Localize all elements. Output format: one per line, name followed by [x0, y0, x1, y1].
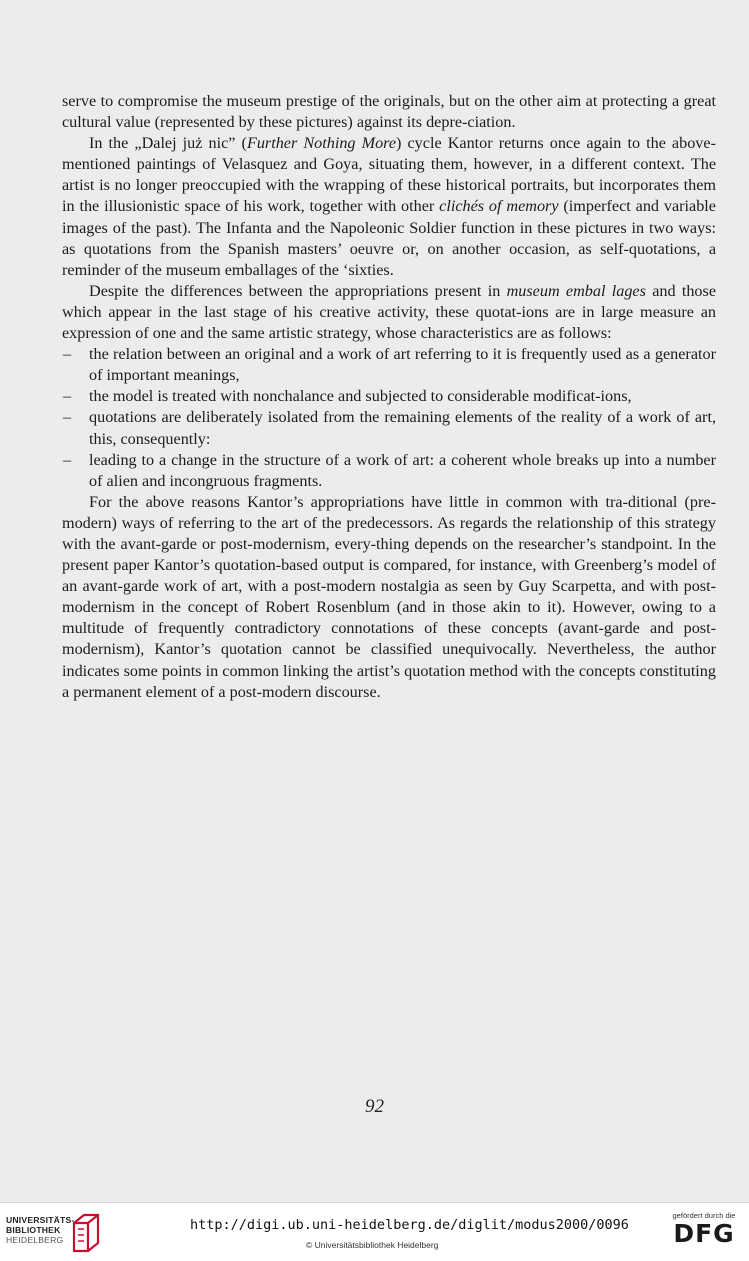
paragraph-3 [62, 281, 716, 344]
list-item: – the model is treated with nonchalance and subjected to considerable modificat-ions, [62, 386, 716, 407]
paragraph-3-emphasis: museum embal lages [506, 281, 646, 300]
library-name [6, 1215, 75, 1245]
copyright-notice: © Universitätsbibliothek Heidelberg [306, 1240, 439, 1250]
permalink-url[interactable]: http://digi.ub.uni-heidelberg.de/diglit/modus2000/0096 [190, 1217, 629, 1233]
paragraph-2-emphasis: clichés of memory [439, 197, 559, 216]
paragraph-2-text-b: ) cycle Kantor returns once again to the above-mentioned paintings of Velasquez and Goya, situating them, however, in a different context. The artist is no longer preoccupied with the wrapping of these historical portraits, but incorporates them in the illusionistic space of his work, together with other [62, 134, 716, 216]
paragraph-4: For the above reasons Kantor’s appropriations have little in common with tra-ditional (pre-modern) ways of referring to the art of the predecessors. As regards the relationship of this strategy with the avant-garde or post-modernism, every-thing depends on the researcher’s standpoint. In the present paper Kantor’s quotation-based output is compared, for instance, with Greenberg’s model of an avant-garde work of art, with a post-modern nostalgia as seen by Guy Scarpetta, and with post-modernism in the concept of Robert Rosenblum (and in those akin to it). However, owing to a multitude of frequently contradictory connotations of these concepts (avant-garde and post-modernism), Kantor’s quotation cannot be classified unequivocally. Nevertheless, the author indicates some points in common linking the artist’s quotation method with the concepts constituting a permanent element of a post-modern discourse. [62, 492, 716, 701]
library-logo-icon [70, 1211, 102, 1255]
funder-caption: gefördert durch die [672, 1211, 736, 1220]
dfg-logo: DFG [673, 1219, 735, 1248]
funder-block [664, 1211, 744, 1248]
paragraph-3-text-b: and those which appear in the last stage of his creative activity, these quotat-ions are in large measure an expression of one and the same artistic strategy, whose characteristics are as follows: [62, 281, 717, 343]
page-body-text [62, 91, 716, 703]
library-name-line-1: UNIVERSITÄTS- [6, 1215, 75, 1225]
library-name-line-2: BIBLIOTHEK [6, 1225, 61, 1235]
paragraph-2-text-a: In the „Dalej już nic” ( [89, 134, 247, 153]
library-city: HEIDELBERG [6, 1235, 64, 1245]
page-number: 92 [365, 1096, 384, 1117]
paragraph-2-cycle-title: Further Nothing More [246, 134, 397, 153]
list-item: – the relation between an original and a work of art referring to it is frequently used as a generator of important meanings, [62, 344, 716, 386]
list-item: – leading to a change in the structure of a work of art: a coherent whole breaks up into a number of alien and incongruous fragments. [62, 450, 716, 492]
paragraph-2-text-c: (imperfect and variable images of the past). The Infanta and the Napoleonic Soldier function in these pictures in two ways: as quotations from the Spanish masters’ oeuvre or, on another occasion, as self-quotations, a reminder of the museum emballages of the ‘sixties. [62, 197, 716, 279]
digitization-footer [0, 1202, 749, 1261]
list-item: – quotations are deliberately isolated from the remaining elements of the reality of a work of art, this, consequently: [62, 407, 716, 449]
paragraph-1: serve to compromise the museum prestige of the originals, but on the other aim at protecting a great cultural value (represented by these pictures) against its depre-ciation. [62, 92, 716, 132]
paragraph-2 [62, 133, 716, 281]
paragraph-3-text-a: Despite the differences between the appropriations present in [89, 281, 507, 300]
characteristics-list [62, 344, 716, 492]
